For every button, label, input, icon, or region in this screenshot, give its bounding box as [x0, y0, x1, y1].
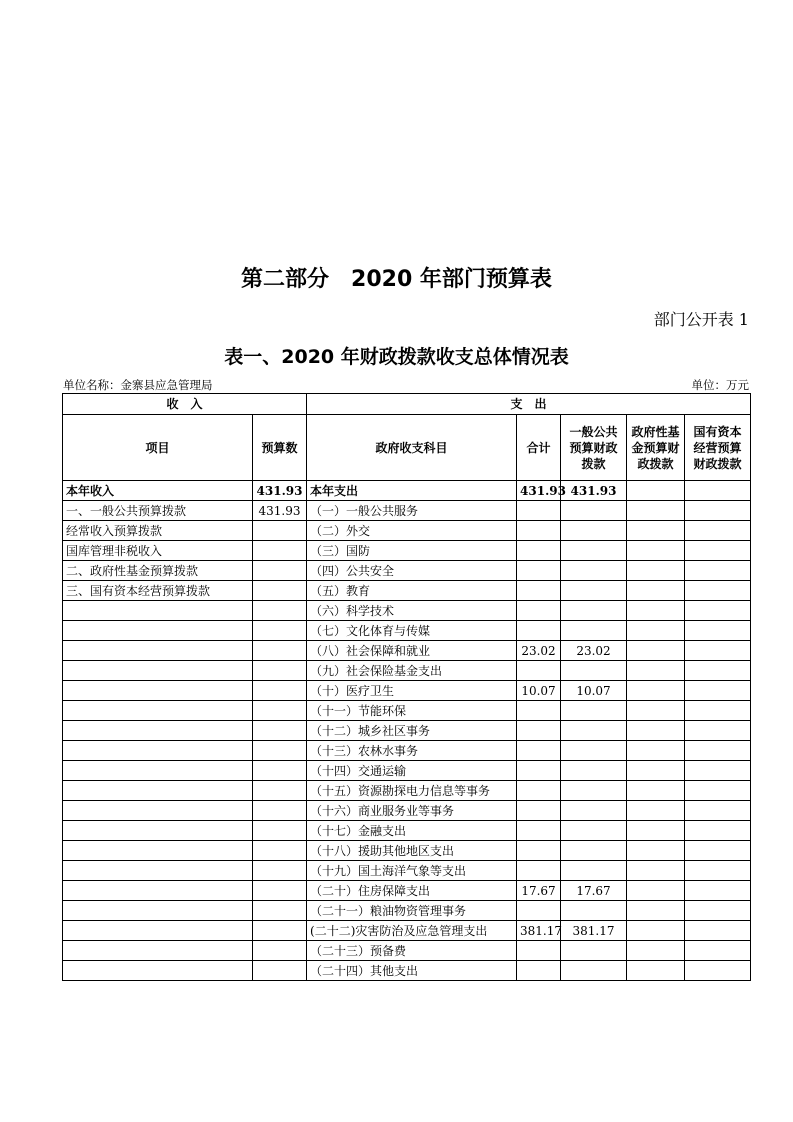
general-budget-cell — [561, 901, 627, 921]
income-item-cell — [63, 741, 253, 761]
expense-item-cell: （二十三）预备费 — [307, 941, 517, 961]
unit-label: 单位：万元 — [691, 378, 749, 392]
income-item-cell — [63, 641, 253, 661]
general-budget-cell — [561, 521, 627, 541]
table-row — [63, 701, 751, 721]
state-capital-cell — [685, 821, 751, 841]
table-row — [63, 801, 751, 821]
state-capital-cell — [685, 601, 751, 621]
income-amount-cell — [253, 701, 307, 721]
total-cell — [517, 861, 561, 881]
expense-item-cell: （一）一般公共服务 — [307, 501, 517, 521]
gov-fund-cell — [627, 661, 685, 681]
header-item: 项目 — [63, 415, 253, 481]
income-amount-cell — [253, 721, 307, 741]
total-cell — [517, 621, 561, 641]
income-item-cell — [63, 701, 253, 721]
gov-fund-cell — [627, 601, 685, 621]
general-budget-cell — [561, 621, 627, 641]
expense-item-cell: （五）教育 — [307, 581, 517, 601]
general-budget-cell — [561, 761, 627, 781]
gov-fund-cell — [627, 521, 685, 541]
expense-item-cell: （七）文化体育与传媒 — [307, 621, 517, 641]
header-row-group — [63, 394, 751, 415]
expense-item-cell: （六）科学技术 — [307, 601, 517, 621]
income-amount-cell — [253, 761, 307, 781]
state-capital-cell — [685, 881, 751, 901]
expense-item-cell: （十）医疗卫生 — [307, 681, 517, 701]
total-cell — [517, 821, 561, 841]
table-row — [63, 821, 751, 841]
part-title: 第二部分 2020 年部门预算表 — [241, 267, 552, 292]
income-item-cell — [63, 861, 253, 881]
state-capital-cell — [685, 861, 751, 881]
table-row — [63, 921, 751, 941]
state-capital-cell — [685, 661, 751, 681]
general-budget-cell — [561, 861, 627, 881]
income-amount-cell: 431.93 — [253, 501, 307, 521]
expense-item-cell: 本年支出 — [307, 481, 517, 501]
state-capital-cell — [685, 541, 751, 561]
state-capital-cell — [685, 701, 751, 721]
expense-item-cell: （十一）节能环保 — [307, 701, 517, 721]
income-item-cell — [63, 621, 253, 641]
state-capital-cell — [685, 581, 751, 601]
total-cell — [517, 521, 561, 541]
income-amount-cell — [253, 961, 307, 981]
gov-fund-cell — [627, 741, 685, 761]
general-budget-cell — [561, 941, 627, 961]
header-row-columns — [63, 415, 751, 481]
state-capital-cell — [685, 721, 751, 741]
expense-item-cell: （九）社会保险基金支出 — [307, 661, 517, 681]
table-row — [63, 901, 751, 921]
header-general-budget: 一般公共预算财政拨款 — [561, 415, 627, 481]
table-row — [63, 841, 751, 861]
income-amount-cell — [253, 681, 307, 701]
state-capital-cell — [685, 481, 751, 501]
table-row — [63, 581, 751, 601]
income-amount-cell — [253, 781, 307, 801]
table-row — [63, 541, 751, 561]
income-amount-cell — [253, 841, 307, 861]
general-budget-cell — [561, 961, 627, 981]
header-gov-fund: 政府性基金预算财政拨款 — [627, 415, 685, 481]
gov-fund-cell — [627, 501, 685, 521]
gov-fund-cell — [627, 641, 685, 661]
income-amount-cell — [253, 601, 307, 621]
state-capital-cell — [685, 561, 751, 581]
total-cell — [517, 661, 561, 681]
header-total: 合计 — [517, 415, 561, 481]
general-budget-cell — [561, 541, 627, 561]
total-cell: 17.67 — [517, 881, 561, 901]
income-amount-cell — [253, 941, 307, 961]
state-capital-cell — [685, 921, 751, 941]
header-gov-subject: 政府收支科目 — [307, 415, 517, 481]
general-budget-cell — [561, 841, 627, 861]
state-capital-cell — [685, 941, 751, 961]
general-budget-cell: 17.67 — [561, 881, 627, 901]
income-item-cell — [63, 801, 253, 821]
table-row — [63, 501, 751, 521]
table-row — [63, 961, 751, 981]
expense-item-cell: （十七）金融支出 — [307, 821, 517, 841]
state-capital-cell — [685, 521, 751, 541]
total-cell — [517, 781, 561, 801]
income-item-cell — [63, 841, 253, 861]
income-item-cell — [63, 661, 253, 681]
total-cell — [517, 941, 561, 961]
income-item-cell — [63, 901, 253, 921]
table-row — [63, 481, 751, 501]
state-capital-cell — [685, 801, 751, 821]
income-amount-cell — [253, 641, 307, 661]
total-cell — [517, 561, 561, 581]
table-row — [63, 741, 751, 761]
general-budget-cell — [561, 821, 627, 841]
expense-item-cell: （十八）援助其他地区支出 — [307, 841, 517, 861]
income-item-cell — [63, 601, 253, 621]
expense-item-cell: （二）外交 — [307, 521, 517, 541]
state-capital-cell — [685, 681, 751, 701]
state-capital-cell — [685, 901, 751, 921]
expense-item-cell: （四）公共安全 — [307, 561, 517, 581]
gov-fund-cell — [627, 721, 685, 741]
income-item-cell: 二、政府性基金预算拨款 — [63, 561, 253, 581]
income-amount-cell — [253, 581, 307, 601]
expense-item-cell: （八）社会保障和就业 — [307, 641, 517, 661]
income-item-cell — [63, 961, 253, 981]
income-item-cell: 本年收入 — [63, 481, 253, 501]
gov-fund-cell — [627, 881, 685, 901]
income-amount-cell — [253, 821, 307, 841]
gov-fund-cell — [627, 941, 685, 961]
income-amount-cell — [253, 801, 307, 821]
general-budget-cell — [561, 661, 627, 681]
gov-fund-cell — [627, 481, 685, 501]
gov-fund-cell — [627, 581, 685, 601]
general-budget-cell — [561, 721, 627, 741]
income-amount-cell — [253, 881, 307, 901]
expense-item-cell: （十二）城乡社区事务 — [307, 721, 517, 741]
general-budget-cell — [561, 741, 627, 761]
table-row — [63, 861, 751, 881]
income-item-cell — [63, 821, 253, 841]
total-cell — [517, 721, 561, 741]
income-item-cell — [63, 941, 253, 961]
header-expense: 支 出 — [307, 394, 751, 415]
general-budget-cell: 381.17 — [561, 921, 627, 941]
gov-fund-cell — [627, 821, 685, 841]
state-capital-cell — [685, 641, 751, 661]
general-budget-cell — [561, 561, 627, 581]
total-cell: 23.02 — [517, 641, 561, 661]
income-amount-cell — [253, 741, 307, 761]
income-item-cell — [63, 881, 253, 901]
income-item-cell: 经常收入预算拨款 — [63, 521, 253, 541]
expense-item-cell: （十五）资源勘探电力信息等事务 — [307, 781, 517, 801]
state-capital-cell — [685, 741, 751, 761]
table-row — [63, 761, 751, 781]
table-row — [63, 941, 751, 961]
total-cell: 10.07 — [517, 681, 561, 701]
state-capital-cell — [685, 761, 751, 781]
total-cell — [517, 601, 561, 621]
gov-fund-cell — [627, 801, 685, 821]
income-amount-cell — [253, 921, 307, 941]
header-budget-amount: 预算数 — [253, 415, 307, 481]
expense-item-cell: （十三）农林水事务 — [307, 741, 517, 761]
total-cell — [517, 801, 561, 821]
gov-fund-cell — [627, 621, 685, 641]
general-budget-cell: 431.93 — [561, 481, 627, 501]
table-body — [63, 481, 751, 981]
gov-fund-cell — [627, 781, 685, 801]
gov-fund-cell — [627, 561, 685, 581]
expense-item-cell: （十四）交通运输 — [307, 761, 517, 781]
gov-fund-cell — [627, 681, 685, 701]
total-cell — [517, 741, 561, 761]
total-cell: 431.93 — [517, 481, 561, 501]
gov-fund-cell — [627, 541, 685, 561]
general-budget-cell — [561, 581, 627, 601]
general-budget-cell — [561, 801, 627, 821]
table-row — [63, 521, 751, 541]
total-cell — [517, 961, 561, 981]
state-capital-cell — [685, 501, 751, 521]
income-amount-cell — [253, 561, 307, 581]
expense-item-cell: （二十一）粮油物资管理事务 — [307, 901, 517, 921]
table-row — [63, 561, 751, 581]
table-row — [63, 781, 751, 801]
gov-fund-cell — [627, 841, 685, 861]
budget-table — [62, 393, 751, 981]
income-item-cell — [63, 761, 253, 781]
income-item-cell — [63, 781, 253, 801]
table-row — [63, 621, 751, 641]
gov-fund-cell — [627, 701, 685, 721]
table-row — [63, 681, 751, 701]
gov-fund-cell — [627, 861, 685, 881]
total-cell — [517, 761, 561, 781]
income-amount-cell — [253, 661, 307, 681]
general-budget-cell — [561, 501, 627, 521]
general-budget-cell: 23.02 — [561, 641, 627, 661]
total-cell — [517, 901, 561, 921]
income-item-cell — [63, 721, 253, 741]
income-amount-cell — [253, 621, 307, 641]
table-title: 表一、2020 年财政拨款收支总体情况表 — [224, 346, 569, 368]
state-capital-cell — [685, 961, 751, 981]
general-budget-cell — [561, 701, 627, 721]
header-income: 收 入 — [63, 394, 307, 415]
gov-fund-cell — [627, 921, 685, 941]
general-budget-cell — [561, 781, 627, 801]
state-capital-cell — [685, 781, 751, 801]
expense-item-cell: (二十二)灾害防治及应急管理支出 — [307, 921, 517, 941]
income-item-cell — [63, 921, 253, 941]
income-amount-cell — [253, 901, 307, 921]
total-cell — [517, 701, 561, 721]
total-cell — [517, 581, 561, 601]
income-item-cell — [63, 681, 253, 701]
table-code: 部门公开表 1 — [653, 310, 749, 329]
expense-item-cell: （二十四）其他支出 — [307, 961, 517, 981]
income-amount-cell — [253, 521, 307, 541]
state-capital-cell — [685, 621, 751, 641]
general-budget-cell — [561, 601, 627, 621]
expense-item-cell: （十九）国土海洋气象等支出 — [307, 861, 517, 881]
table-row — [63, 641, 751, 661]
gov-fund-cell — [627, 761, 685, 781]
table-row — [63, 661, 751, 681]
general-budget-cell: 10.07 — [561, 681, 627, 701]
table-row — [63, 881, 751, 901]
unit-name: 单位名称：金寨县应急管理局 — [63, 378, 213, 392]
total-cell — [517, 841, 561, 861]
header-state-capital: 国有资本经营预算财政拨款 — [685, 415, 751, 481]
income-amount-cell — [253, 861, 307, 881]
table-row — [63, 601, 751, 621]
state-capital-cell — [685, 841, 751, 861]
income-item-cell: 三、国有资本经营预算拨款 — [63, 581, 253, 601]
expense-item-cell: （三）国防 — [307, 541, 517, 561]
gov-fund-cell — [627, 961, 685, 981]
total-cell — [517, 501, 561, 521]
table-row — [63, 721, 751, 741]
income-item-cell: 国库管理非税收入 — [63, 541, 253, 561]
expense-item-cell: （十六）商业服务业等事务 — [307, 801, 517, 821]
income-amount-cell: 431.93 — [253, 481, 307, 501]
total-cell — [517, 541, 561, 561]
gov-fund-cell — [627, 901, 685, 921]
income-amount-cell — [253, 541, 307, 561]
expense-item-cell: （二十）住房保障支出 — [307, 881, 517, 901]
total-cell: 381.17 — [517, 921, 561, 941]
income-item-cell: 一、一般公共预算拨款 — [63, 501, 253, 521]
